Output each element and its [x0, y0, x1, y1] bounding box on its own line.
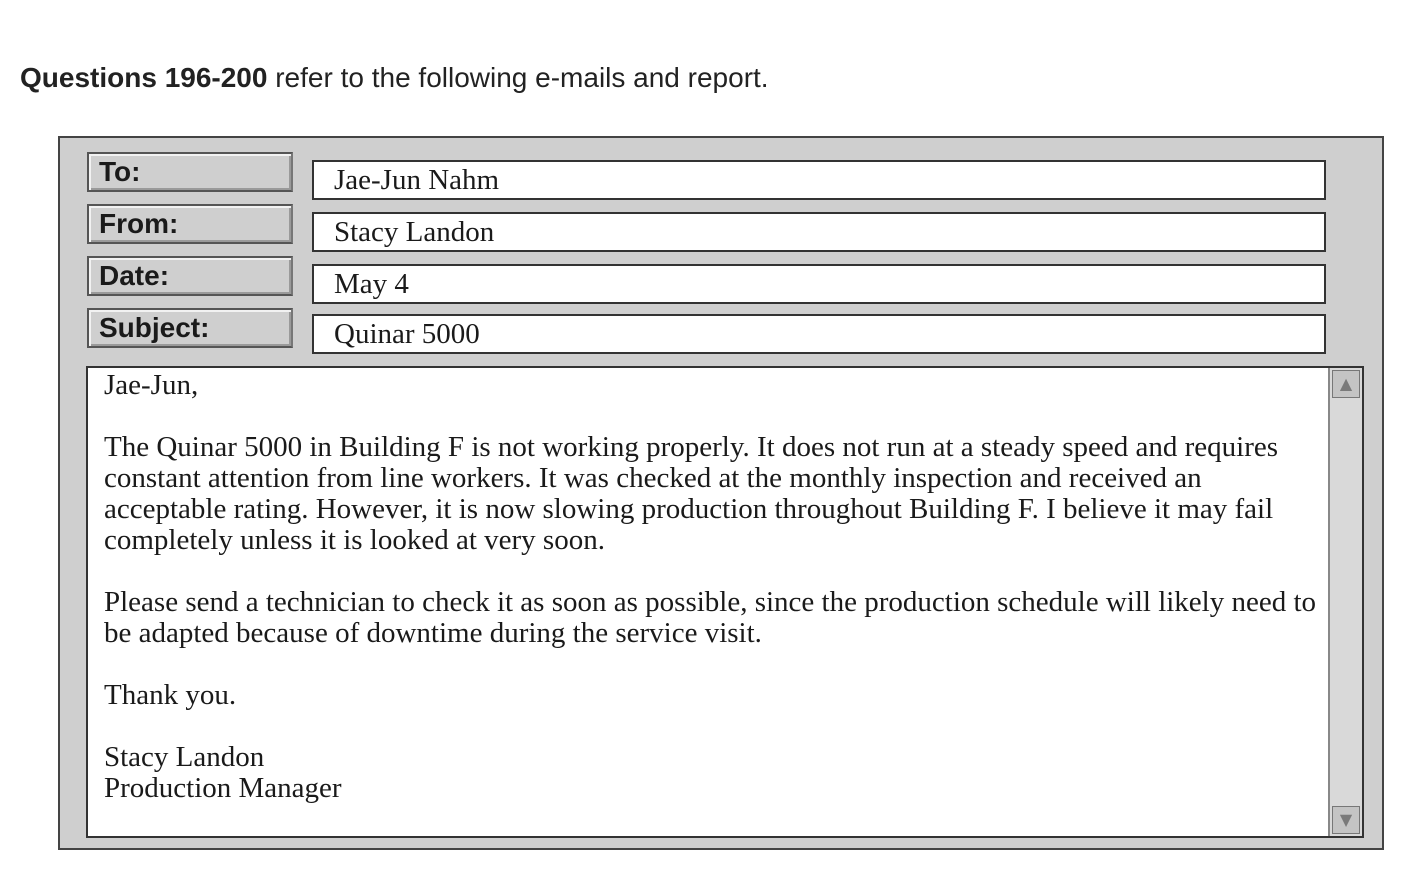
from-label: From:: [87, 204, 293, 244]
scroll-down-button[interactable]: [1332, 806, 1360, 834]
date-field[interactable]: May 4: [312, 264, 1326, 304]
greeting: Jae-Jun,: [104, 369, 199, 401]
subject-field[interactable]: Quinar 5000: [312, 314, 1326, 354]
signature: [104, 742, 1324, 804]
signature-name: Stacy Landon: [104, 741, 265, 773]
triangle-up-icon: ▲: [1339, 374, 1353, 393]
questions-range: Questions 196-200: [20, 62, 268, 93]
date-label: Date:: [87, 256, 293, 296]
body-paragraph-2: Please send a technician to check it as soon as possible, since the production schedule will likely need to be adapted because of downtime during the service visit.: [104, 586, 1317, 649]
to-field[interactable]: Jae-Jun Nahm: [312, 160, 1326, 200]
triangle-down-icon: ▼: [1339, 810, 1353, 829]
email-window: [58, 136, 1384, 850]
signature-title: Production Manager: [104, 772, 342, 804]
intro-line: [20, 62, 769, 94]
email-body[interactable]: [86, 366, 1364, 838]
subject-label: Subject:: [87, 308, 293, 348]
from-field[interactable]: Stacy Landon: [312, 212, 1326, 252]
to-label: To:: [87, 152, 293, 192]
scroll-up-button[interactable]: [1332, 370, 1360, 398]
email-body-text: [104, 370, 1324, 804]
body-paragraph-1: The Quinar 5000 in Building F is not working properly. It does not run at a steady speed and requires constant attention from line workers. It was checked at the monthly inspection and received an acceptable rating. However, it is now slowing production throughout Building F. I believe it may fail completely unless it is looked at very soon.: [104, 431, 1279, 556]
closing: Thank you.: [104, 679, 237, 711]
intro-text: refer to the following e-mails and report.: [275, 62, 769, 93]
vertical-scrollbar[interactable]: [1328, 368, 1362, 836]
